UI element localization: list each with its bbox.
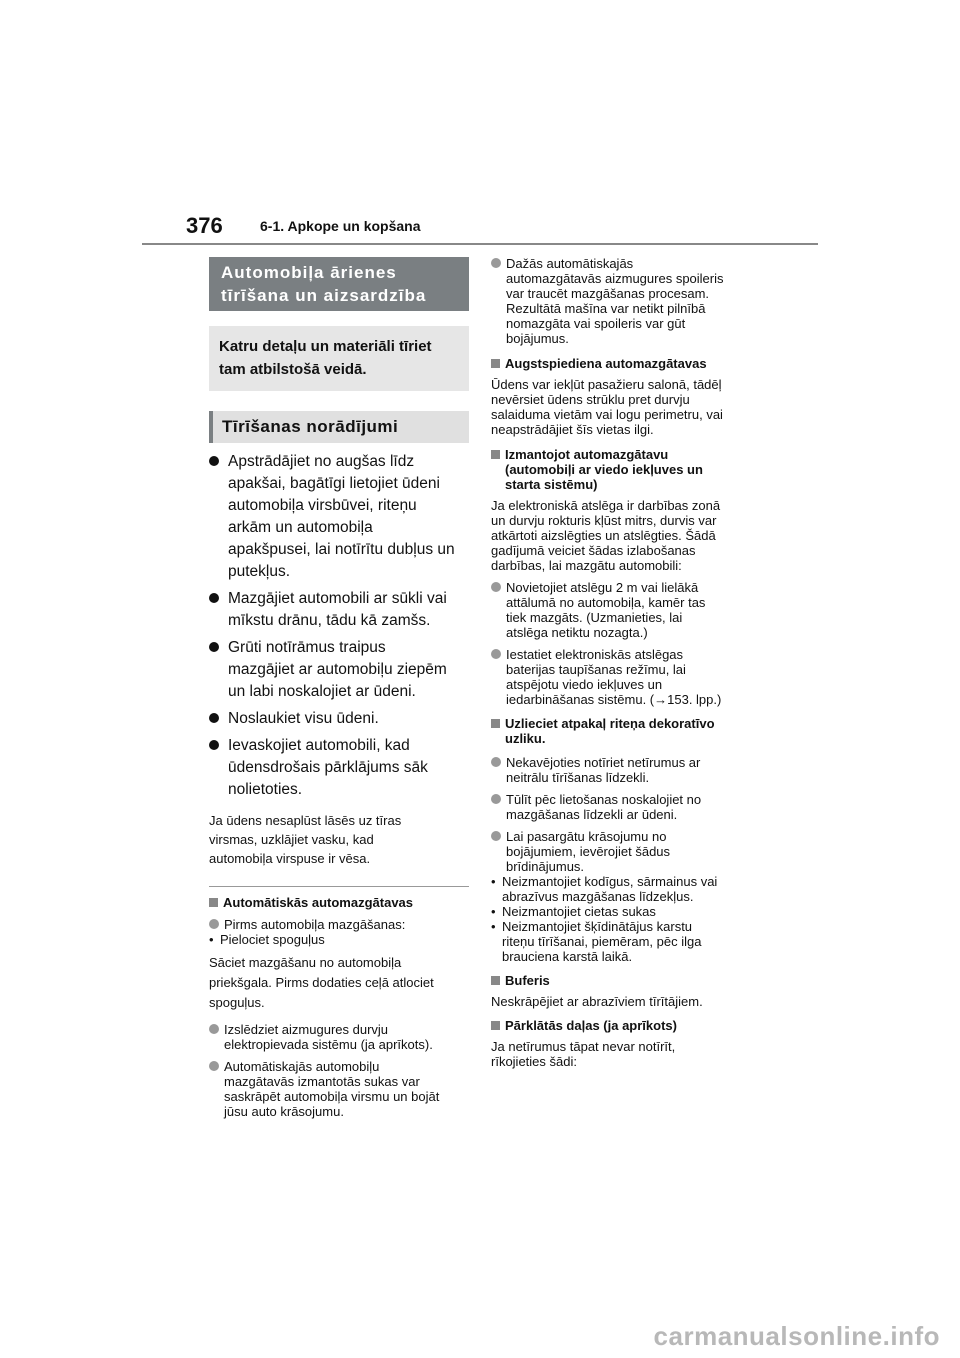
intro-line: Katru detaļu un materiāli tīriet [219, 338, 432, 355]
circle-bullet-icon [491, 831, 501, 841]
section-title: 6-1. Apkope un kopšana [260, 218, 421, 234]
wheel-cap-heading: Uzlieciet atpakaļ riteņa dekoratīvo uzliku. [491, 716, 753, 746]
list-item: Noslaukiet visu ūdeni. [209, 708, 469, 730]
circle-bullet-icon [209, 919, 219, 929]
smart-entry-heading: Izmantojot automazgātavu (automobiļi ar viedo iekļuves un starta sistēmu) [491, 447, 753, 492]
plated-parts-heading: Pārklātās daļas (ja aprīkots) [491, 1018, 753, 1033]
list-item: Izslēdziet aizmugures durvju elektropievada sistēmu (ja aprīkots). [209, 1022, 469, 1052]
list-item: Nekavējoties notīriet netīrumus ar neitrālu tīrīšanas līdzekli. [491, 755, 753, 785]
square-bullet-icon [491, 359, 500, 368]
bullet-icon [209, 593, 219, 603]
subtitle-banner: Tīrīšanas norādījumi [209, 411, 469, 443]
list-item: • Neizmantojiet cietas sukas [491, 904, 753, 919]
list-item: Apstrādājiet no augšas līdz apakšai, bagātīgi lietojiet ūdeni automobiļa virsbūvei, riteņu arkām un automobiļa apakšpusei, lai notīrītu dubļus un putekļus. [209, 451, 469, 583]
right-column [491, 256, 753, 1069]
list-item: Grūti notīrāmus traipus mazgājiet ar automobiļu ziepēm un labi noskalojiet ar ūdeni. [209, 637, 469, 703]
paragraph: Ja netīrumus tāpat nevar notīrīt, rīkojieties šādi: [491, 1039, 676, 1069]
list-item: • Neizmantojiet šķīdinātājus karstu riteņu tīrīšanai, piemēram, pēc ilga brauciena karstā laikā. [491, 919, 753, 964]
square-bullet-icon [491, 1021, 500, 1030]
paragraph: Neskrāpējiet ar abrazīviem tīrītājiem. [491, 994, 703, 1009]
square-bullet-icon [209, 898, 218, 907]
chapter-banner [209, 257, 469, 311]
wax-note: Ja ūdens nesaplūst lāsēs uz tīras virsmas, uzklājiet vasku, kad automobiļa virspuse ir vēsa. [209, 813, 402, 866]
square-bullet-icon [491, 719, 500, 728]
circle-bullet-icon [491, 757, 501, 767]
paragraph: Sāciet mazgāšanu no automobiļa priekšgala. Pirms dodaties ceļā atlociet spoguļus. [209, 955, 434, 1010]
page-number: 376 [186, 213, 223, 238]
bullet-list [209, 932, 469, 947]
circle-bullet-icon [209, 1024, 219, 1034]
circle-bullet-icon [209, 1061, 219, 1071]
watermark: carmanualsonline.info [653, 1321, 940, 1351]
square-bullet-icon [491, 976, 500, 985]
high-pressure-heading: Augstspiediena automazgātavas [491, 356, 753, 371]
bumper-heading: Buferis [491, 973, 753, 988]
list-item: Iestatiet elektroniskās atslēgas baterijas taupīšanas režīmu, lai atspējotu viedo iekļuves un iedarbināšanas sistēmu. (→153. lpp.) [491, 647, 753, 707]
bullet-icon [209, 642, 219, 652]
paragraph: Ūdens var iekļūt pasažieru salonā, tādēļ nevērsiet ūdens strūklu pret durvju salaiduma vietām vai logu perimetru, vai neapstrādājiet šīs vietas ilgi. [491, 377, 723, 437]
list-item: Mazgājiet automobili ar sūkli vai mīkstu drānu, tādu kā zamšs. [209, 588, 469, 632]
square-bullet-icon [491, 450, 500, 459]
list-item: Novietojiet atslēgu 2 m vai lielākā attālumā no automobiļa, kamēr tas tiek mazgāts. (Uzmanieties, lai atslēga netiktu nozagta.) [491, 580, 753, 640]
banner-title-line: tīrīšana un aizsardzība [221, 286, 427, 305]
list-item: Dažās automātiskajās automazgātavās aizmugures spoileris var traucēt mazgāšanas procesam. Rezultātā mašīna var netikt pilnībā nomazgāta vai spoileris var gūt bojājumus. [491, 256, 753, 346]
bullet-list [491, 874, 753, 964]
instruction-list [209, 451, 469, 801]
list-item: Lai pasargātu krāsojumu no bojājumiem, ievērojiet šādus brīdinājumus. [491, 829, 753, 874]
list-item: Tūlīt pēc lietošanas noskalojiet no mazgāšanas līdzekli ar ūdeni. [491, 792, 753, 822]
banner-title-line: Automobiļa ārienes [221, 263, 397, 282]
list-item: Automātiskajās automobiļu mazgātavās izmantotās sukas var saskrāpēt automobiļa virsmu un bojāt jūsu auto krāsojumu. [209, 1059, 469, 1119]
divider [209, 886, 469, 887]
bullet-icon [209, 713, 219, 723]
bullet-icon [209, 740, 219, 750]
bullet-icon [209, 456, 219, 466]
intro-line: tam atbilstošā veidā. [219, 361, 367, 378]
header-divider [142, 243, 818, 245]
left-column [209, 257, 469, 1119]
circle-bullet-icon [491, 794, 501, 804]
circle-bullet-icon [491, 582, 501, 592]
list-item: Ievaskojiet automobili, kad ūdensdrošais pārklājums sāk nolietoties. [209, 735, 469, 801]
intro-box [209, 326, 469, 391]
list-item: • Pielociet spoguļus [209, 932, 469, 947]
circle-bullet-icon [491, 649, 501, 659]
auto-wash-heading: Automātiskās automazgātavas [209, 895, 469, 910]
list-item: Pirms automobiļa mazgāšanas: [209, 917, 469, 932]
circle-bullet-icon [491, 258, 501, 268]
paragraph: Ja elektroniskā atslēga ir darbības zonā un durvju rokturis kļūst mitrs, durvis var atkārtoti aizslēgties un atslēgties. Šādā gadījumā veiciet šādas izlabošanas darbības, lai mazgātu automobili: [491, 498, 721, 573]
list-item: • Neizmantojiet kodīgus, sārmainus vai abrazīvus mazgāšanas līdzekļus. [491, 874, 753, 904]
